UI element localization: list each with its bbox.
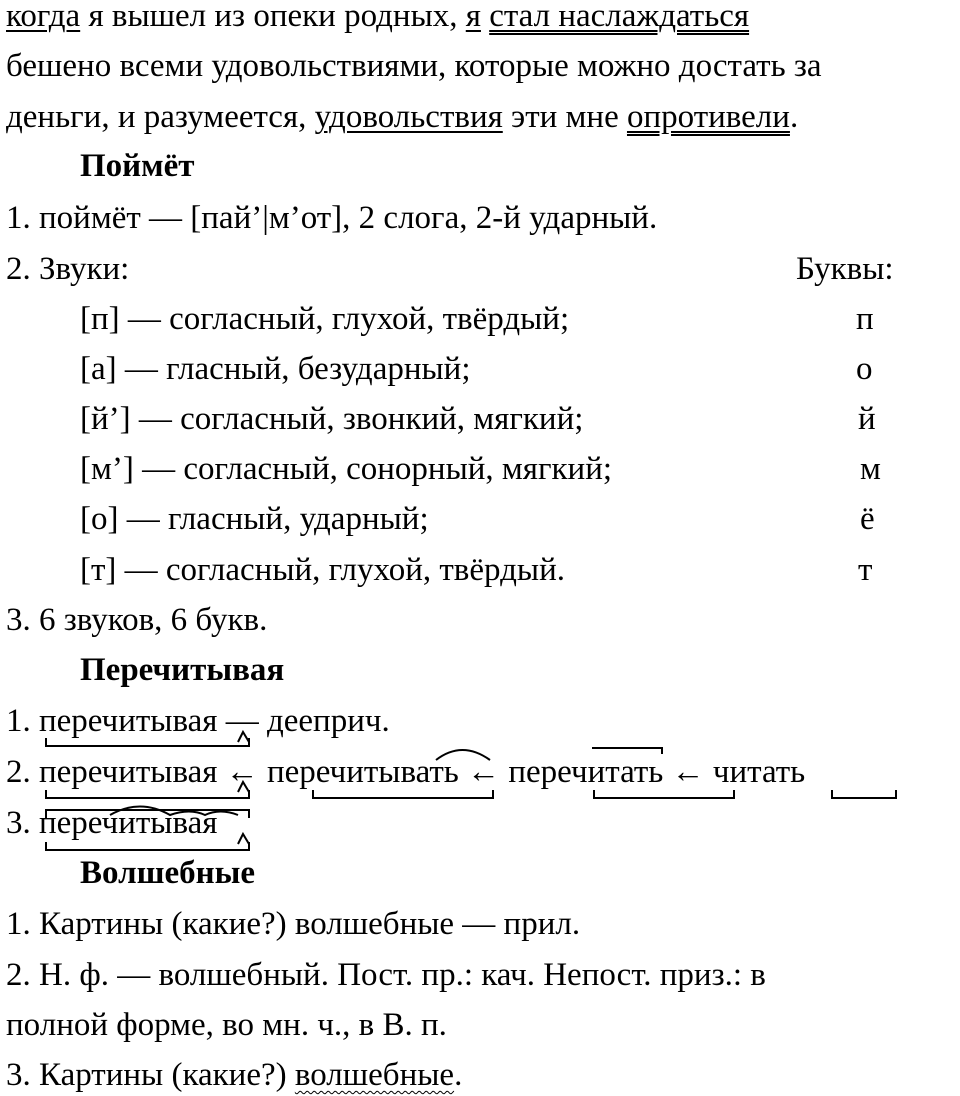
sound-letter: т	[858, 552, 873, 588]
sound-row: [а] — гласный, безударный;	[80, 351, 471, 387]
stem-mark	[832, 790, 896, 798]
word-perechityvaya: перечитывая	[39, 754, 218, 790]
arrow-left: ←	[458, 754, 509, 790]
word-kogda: когда	[6, 0, 81, 34]
word-ya-subject: я	[465, 0, 481, 34]
poymet-item-3: 3. 6 звуков, 6 букв.	[6, 602, 268, 638]
intro-line-2: бешено всеми удовольствиями, которые можно достать за	[6, 48, 822, 84]
volshebnye-item-3	[6, 1055, 462, 1095]
sound-row: [п] — согласный, глухой, твёрдый;	[80, 301, 570, 337]
volshebnye-item-1: 1. Картины (какие?) волшебные — прил.	[6, 906, 581, 942]
arrow-left: ←	[663, 754, 713, 790]
suffix-mark	[238, 732, 249, 742]
poymet-item-1: 1. поймёт — [пай’|м’от], 2 слога, 2-й ударный.	[6, 200, 658, 236]
intro-text: .	[789, 99, 799, 135]
section-title-volshebnye: Волшебные	[80, 855, 256, 891]
item-number: 2.	[6, 754, 39, 790]
stem-mark	[46, 842, 249, 850]
perechityvaya-item-3	[6, 803, 217, 843]
sound-letter: п	[856, 301, 874, 337]
word-perechityvaya: перечитывая	[39, 703, 218, 739]
volshebnye-item-2b: полной форме, во мн. ч., в В. п.	[6, 1007, 447, 1043]
intro-text: эти мне	[502, 99, 627, 135]
sound-row: [й’] — согласный, звонкий, мягкий;	[80, 401, 584, 437]
sound-letter: й	[858, 401, 876, 437]
word-stal-naslazhdatsya: стал наслаждаться	[489, 0, 750, 34]
letters-heading: Буквы:	[796, 251, 894, 287]
volshebnye-item-2a: 2. Н. ф. — волшебный. Пост. пр.: кач. Непост. приз.: в	[6, 957, 766, 993]
intro-text: деньги, и разумеется,	[6, 99, 315, 135]
section-title-perechityvaya: Перечитывая	[80, 652, 285, 688]
sound-letter: о	[856, 351, 873, 387]
sound-row: [о] — гласный, ударный;	[80, 501, 429, 537]
item-text: .	[454, 1057, 463, 1093]
word-oprotiveli: опротивели	[626, 99, 790, 135]
word-udovolstviya: удовольствия	[314, 99, 503, 135]
word-perechityvaya: перечитывая	[39, 805, 218, 841]
sound-letter: м	[860, 451, 881, 487]
sound-row: [м’] — согласный, сонорный, мягкий;	[80, 451, 613, 487]
item-text: 3. Картины (какие?)	[6, 1057, 295, 1093]
suffix-mark	[238, 834, 249, 844]
word-volshebnye: волшебные	[294, 1057, 455, 1093]
perechityvaya-item-2	[6, 752, 805, 792]
word-chitat: читать	[712, 754, 806, 790]
item-number: 1.	[6, 703, 39, 739]
item-text: — дееприч.	[217, 703, 390, 739]
word-perechityvat: перечитывать	[266, 754, 459, 790]
sound-letter: ё	[860, 501, 875, 537]
poymet-item-2: 2. Звуки:	[6, 251, 130, 287]
word-perechitat: перечитать	[508, 754, 664, 790]
sound-row: [т] — согласный, глухой, твёрдый.	[80, 552, 565, 588]
item-number: 3.	[6, 805, 39, 841]
stem-mark	[46, 738, 249, 746]
intro-text: я вышел из опеки родных,	[80, 0, 466, 34]
arrow-left: ←	[217, 754, 267, 790]
section-title-poymet: Поймёт	[80, 148, 195, 184]
